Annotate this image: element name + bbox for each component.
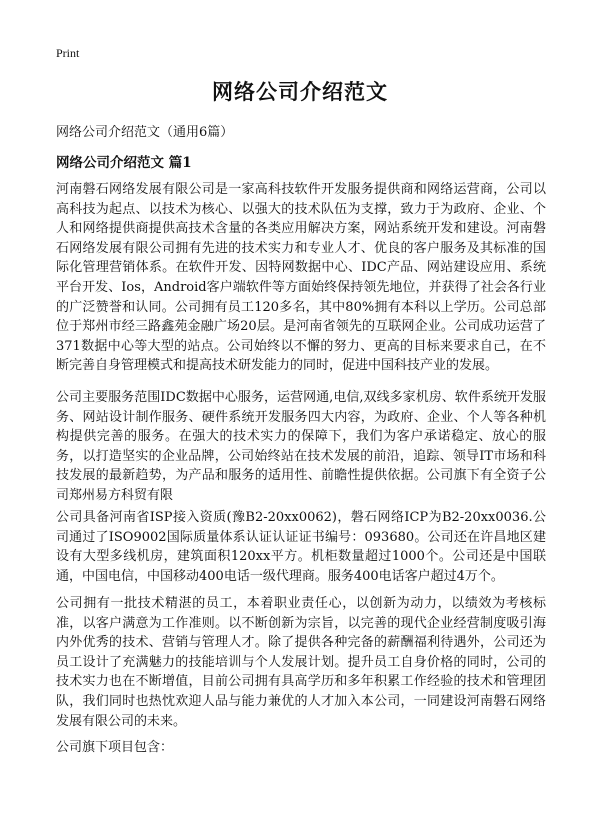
paragraph: 公司旗下项目包含： — [56, 740, 174, 755]
paragraph: 河南磐石网络发展有限公司是一家高科技软件开发服务提供商和网络运营商，公司以高科技为起点、以技术为核心、以强大的技术队伍为支撑，致力于为政府、企业、个人和网络提供商提供高技术含量的各类应用解决方案，网站系统开发和建设。河南磐石网络发展有限公司拥有先进的技术实力和专业人才、优良的客户服务及其标准的国际化管理营销体系。在软件开发、因特网数据中心、IDC产品、网站建设应用、系统平台开发、Ios，Android客户端软件等方面始终保持领先地位，并获得了社会各行业的广泛赞誉和认同。公司拥有员工120多名，其中80%拥有本科以上学历。公司总部位于郑州市经三路鑫苑金融广场20层。是河南省领先的互联网企业。公司成功运营了371数据中心等大型的站点。公司始终以不懈的努力、更高的目标来要求自己，在不断完善自身管理模式和提高技术研发能力的同时，促进中国科技产业的发展。 — [56, 182, 546, 374]
print-label: Print — [56, 46, 80, 60]
document-subtitle: 网络公司介绍范文（通用6篇） — [56, 125, 234, 140]
paragraph: 公司拥有一批技术精湛的员工，本着职业责任心，以创新为动力，以绩效为考核标准，以客户满意为工作准则。以不断创新为宗旨，以完善的现代企业经营制度吸引海内外优秀的技术、营销与管理人才。除了提供各种完备的薪酬福利待遇外，公司还为员工设计了充满魅力的技能培训与个人发展计划。提升员工自身价格的同时，公司的技术实力也在不断增值，目前公司拥有具高学历和多年积累工作经验的技术和管理团队，我们同时也热忱欢迎人品与能力兼优的人才加入本公司，一同建设河南磐石网络发展有限公司的未来。 — [56, 596, 546, 729]
paragraph: 公司主要服务范围IDC数据中心服务，运营网通,电信,双线多家机房、软件系统开发服务、网站设计制作服务、硬件系统开发服务四大内容，为政府、企业、个人等各种机构提供完善的服务。在强大的技术实力的保障下，我们为客户承诺稳定、放心的服务，以打造坚实的企业品牌，公司始终站在技术发展的前沿，追踪、领导IT市场和科技发展的最新趋势，为产品和服务的适用性、前瞻性提供依据。公司旗下有全资子公司郑州易方科贸有限 — [56, 390, 546, 503]
section-heading: 网络公司介绍范文 篇1 — [56, 155, 192, 171]
paragraph: 公司具备河南省ISP接入资质(豫B2-20xx0062)，磐石网络ICP为B2-20xx0036.公司通过了ISO9002国际质量体系认证认证证书编号：093680。公司还在许昌地区建设有大型多线机房，建筑面积120xx平方。机柜数量超过1000个。公司还是中国联通，中国电信，中国移动400电话一级代理商。服务400电话客户超过4万个。 — [56, 510, 546, 584]
page-title: 网络公司介绍范文 — [212, 79, 388, 104]
